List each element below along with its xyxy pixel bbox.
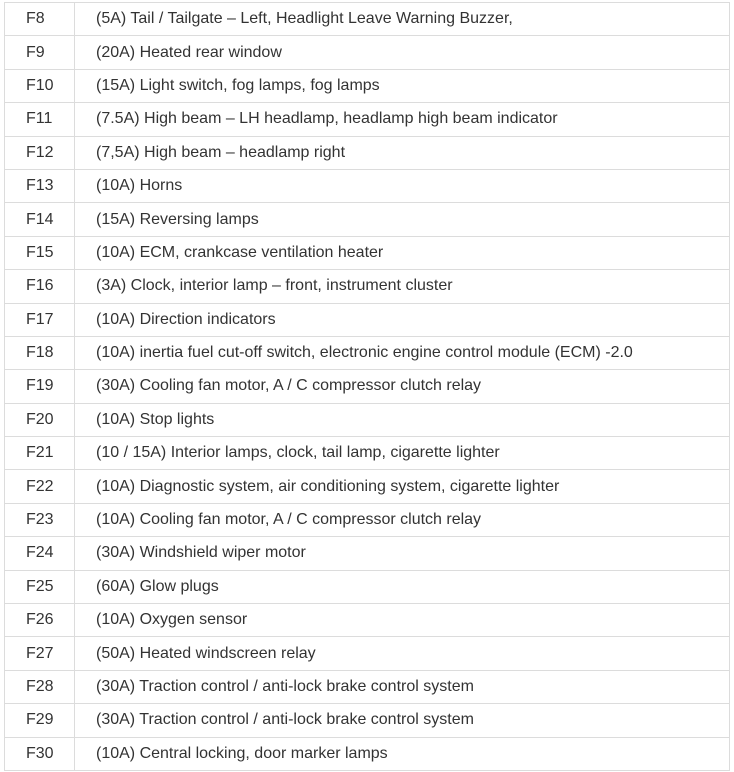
fuse-id-cell: F16: [5, 270, 75, 303]
table-row: [5, 69, 730, 102]
fuse-table-body: [5, 3, 730, 771]
fuse-id-cell: F15: [5, 236, 75, 269]
table-row: [5, 637, 730, 670]
table-row: [5, 537, 730, 570]
fuse-id-cell: F25: [5, 570, 75, 603]
fuse-id-cell: F12: [5, 136, 75, 169]
fuse-id-cell: F27: [5, 637, 75, 670]
table-row: [5, 604, 730, 637]
fuse-description-cell: (10A) Oxygen sensor: [75, 604, 730, 637]
fuse-id-cell: F13: [5, 169, 75, 202]
fuse-description-cell: (30A) Traction control / anti-lock brake control system: [75, 704, 730, 737]
fuse-description-cell: (15A) Light switch, fog lamps, fog lamps: [75, 69, 730, 102]
fuse-id-cell: F29: [5, 704, 75, 737]
fuse-description-cell: (10 / 15A) Interior lamps, clock, tail lamp, cigarette lighter: [75, 437, 730, 470]
fuse-id-cell: F30: [5, 737, 75, 770]
table-row: [5, 169, 730, 202]
table-row: [5, 103, 730, 136]
fuse-id-cell: F18: [5, 336, 75, 369]
fuse-id-cell: F21: [5, 437, 75, 470]
fuse-id-cell: F8: [5, 3, 75, 36]
fuse-description-cell: (10A) Stop lights: [75, 403, 730, 436]
fuse-description-cell: (60A) Glow plugs: [75, 570, 730, 603]
fuse-description-cell: (10A) ECM, crankcase ventilation heater: [75, 236, 730, 269]
table-row: [5, 270, 730, 303]
fuse-id-cell: F17: [5, 303, 75, 336]
table-row: [5, 203, 730, 236]
table-row: [5, 437, 730, 470]
fuse-description-cell: (7,5A) High beam – headlamp right: [75, 136, 730, 169]
fuse-description-cell: (10A) Diagnostic system, air conditioning system, cigarette lighter: [75, 470, 730, 503]
fuse-id-cell: F20: [5, 403, 75, 436]
table-row: [5, 670, 730, 703]
fuse-id-cell: F24: [5, 537, 75, 570]
table-row: [5, 236, 730, 269]
fuse-description-cell: (30A) Cooling fan motor, A / C compressor clutch relay: [75, 370, 730, 403]
table-row: [5, 403, 730, 436]
table-row: [5, 136, 730, 169]
fuse-description-cell: (10A) Direction indicators: [75, 303, 730, 336]
fuse-id-cell: F28: [5, 670, 75, 703]
table-row: [5, 470, 730, 503]
fuse-description-cell: (30A) Windshield wiper motor: [75, 537, 730, 570]
table-row: [5, 737, 730, 770]
fuse-description-cell: (7.5A) High beam – LH headlamp, headlamp high beam indicator: [75, 103, 730, 136]
fuse-table: [4, 2, 730, 771]
fuse-description-cell: (50A) Heated windscreen relay: [75, 637, 730, 670]
fuse-description-cell: (10A) Cooling fan motor, A / C compressor clutch relay: [75, 503, 730, 536]
fuse-description-cell: (20A) Heated rear window: [75, 36, 730, 69]
fuse-id-cell: F14: [5, 203, 75, 236]
fuse-description-cell: (10A) Central locking, door marker lamps: [75, 737, 730, 770]
table-row: [5, 36, 730, 69]
table-row: [5, 303, 730, 336]
table-row: [5, 704, 730, 737]
fuse-description-cell: (30A) Traction control / anti-lock brake control system: [75, 670, 730, 703]
table-row: [5, 336, 730, 369]
fuse-id-cell: F11: [5, 103, 75, 136]
fuse-id-cell: F22: [5, 470, 75, 503]
fuse-description-cell: (5A) Tail / Tailgate – Left, Headlight Leave Warning Buzzer,: [75, 3, 730, 36]
fuse-id-cell: F9: [5, 36, 75, 69]
table-row: [5, 3, 730, 36]
fuse-description-cell: (10A) inertia fuel cut-off switch, electronic engine control module (ECM) -2.0: [75, 336, 730, 369]
fuse-id-cell: F10: [5, 69, 75, 102]
fuse-id-cell: F23: [5, 503, 75, 536]
fuse-description-cell: (3A) Clock, interior lamp – front, instrument cluster: [75, 270, 730, 303]
fuse-id-cell: F26: [5, 604, 75, 637]
fuse-id-cell: F19: [5, 370, 75, 403]
table-row: [5, 370, 730, 403]
fuse-description-cell: (10A) Horns: [75, 169, 730, 202]
table-row: [5, 503, 730, 536]
table-row: [5, 570, 730, 603]
fuse-description-cell: (15A) Reversing lamps: [75, 203, 730, 236]
